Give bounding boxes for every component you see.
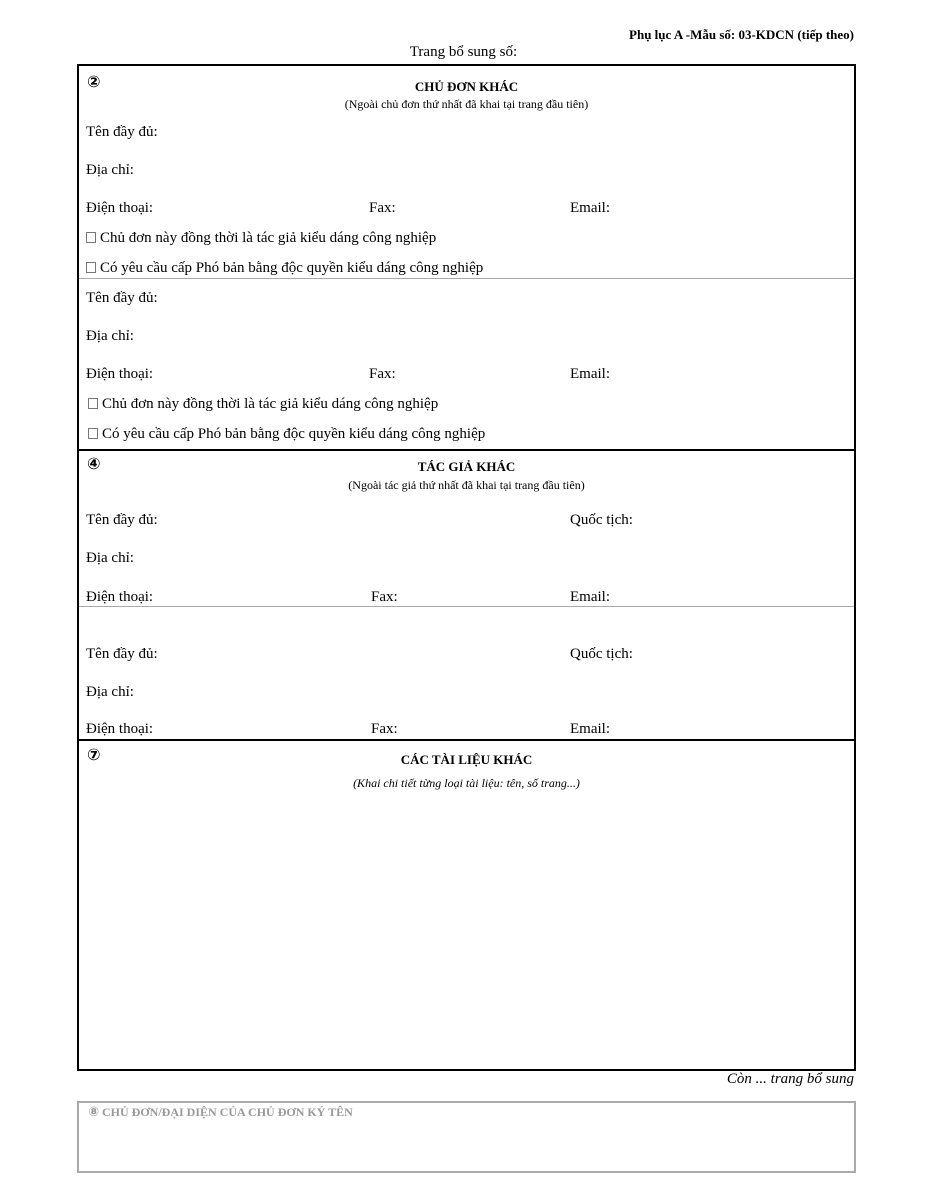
- author-1-full-name-field[interactable]: Tên đầy đủ:: [86, 512, 158, 528]
- section-2-subtitle: (Ngoài chủ đơn thứ nhất đã khai tại trang đầu tiên): [344, 97, 589, 111]
- section-4-number: ④: [87, 454, 101, 473]
- author-2-full-name-field[interactable]: Tên đầy đủ:: [86, 646, 158, 662]
- owner-1-author-checkbox-row[interactable]: [86, 230, 436, 247]
- author-1-nationality-field[interactable]: Quốc tịch:: [570, 512, 633, 528]
- section-7-title: CÁC TÀI LIỆU KHÁC: [400, 752, 533, 767]
- section-7-number: ⑦: [87, 745, 101, 764]
- owner-1-author-checkbox[interactable]: [86, 232, 96, 243]
- author-divider: [79, 606, 854, 607]
- owner-2-author-checkbox-label: Chủ đơn này đồng thời là tác giả kiểu dáng công nghiệp: [102, 396, 439, 412]
- author-1-fax-field[interactable]: Fax:: [371, 589, 398, 605]
- author-1-email-field[interactable]: Email:: [570, 589, 610, 605]
- owner-1-author-checkbox-label: Chủ đơn này đồng thời là tác giả kiểu dáng công nghiệp: [100, 230, 437, 246]
- section-2-number: ②: [87, 72, 101, 91]
- owner-divider: [79, 278, 854, 279]
- signature-title-row: [88, 1105, 353, 1120]
- section-4-title: TÁC GIẢ KHÁC: [417, 459, 516, 474]
- section-7-subtitle: (Khai chi tiết từng loại tài liệu: tên, số trang...): [353, 776, 580, 790]
- author-2-fax-field[interactable]: Fax:: [371, 721, 398, 737]
- owner-2-copy-checkbox-row[interactable]: [88, 426, 485, 443]
- section-2-title: CHỦ ĐƠN KHÁC: [414, 79, 519, 94]
- author-2-phone-field[interactable]: Điện thoại:: [86, 721, 154, 737]
- owner-2-copy-checkbox[interactable]: [88, 428, 98, 439]
- owner-2-author-checkbox-row[interactable]: [88, 396, 438, 413]
- author-1-address-field[interactable]: Địa chỉ:: [86, 550, 134, 566]
- owner-2-email-field[interactable]: Email:: [570, 366, 610, 382]
- owner-2-address-field[interactable]: Địa chỉ:: [86, 328, 134, 344]
- owner-2-copy-checkbox-label: Có yêu cầu cấp Phó bản bằng độc quyền kiểu dáng công nghiệp: [102, 426, 486, 442]
- author-2-address-field[interactable]: Địa chỉ:: [86, 684, 134, 700]
- owner-1-copy-checkbox-row[interactable]: [86, 260, 483, 277]
- owner-1-copy-checkbox[interactable]: [86, 262, 96, 273]
- author-2-nationality-field[interactable]: Quốc tịch:: [570, 646, 633, 662]
- owner-1-fax-field[interactable]: Fax:: [369, 200, 396, 216]
- section-divider-2-4: [77, 449, 856, 451]
- owner-1-full-name-field[interactable]: Tên đầy đủ:: [86, 124, 158, 140]
- owner-2-fax-field[interactable]: Fax:: [369, 366, 396, 382]
- documents-entry-area[interactable]: [90, 800, 840, 1060]
- owner-2-phone-field[interactable]: Điện thoại:: [86, 366, 154, 382]
- section-4-subtitle: (Ngoài tác giả thứ nhất đã khai tại trang đầu tiên): [348, 478, 585, 492]
- author-2-email-field[interactable]: Email:: [570, 721, 610, 737]
- page-supplement-number: Trang bổ sung số:: [409, 44, 518, 60]
- section-divider-4-7: [77, 739, 856, 741]
- owner-2-author-checkbox[interactable]: [88, 398, 98, 409]
- section-8-number: ⑧: [88, 1105, 100, 1120]
- appendix-label: Phụ lục A -Mẫu số: 03-KDCN (tiếp theo): [629, 27, 854, 42]
- owner-1-email-field[interactable]: Email:: [570, 200, 610, 216]
- remaining-pages-note: Còn ... trang bổ sung: [726, 1071, 854, 1087]
- owner-1-phone-field[interactable]: Điện thoại:: [86, 200, 154, 216]
- owner-1-copy-checkbox-label: Có yêu cầu cấp Phó bản bằng độc quyền kiểu dáng công nghiệp: [100, 260, 484, 276]
- owner-1-address-field[interactable]: Địa chỉ:: [86, 162, 134, 178]
- owner-2-full-name-field[interactable]: Tên đầy đủ:: [86, 290, 158, 306]
- author-1-phone-field[interactable]: Điện thoại:: [86, 589, 154, 605]
- section-8-title: CHỦ ĐƠN/ĐẠI DIỆN CỦA CHỦ ĐƠN KÝ TÊN: [102, 1105, 353, 1119]
